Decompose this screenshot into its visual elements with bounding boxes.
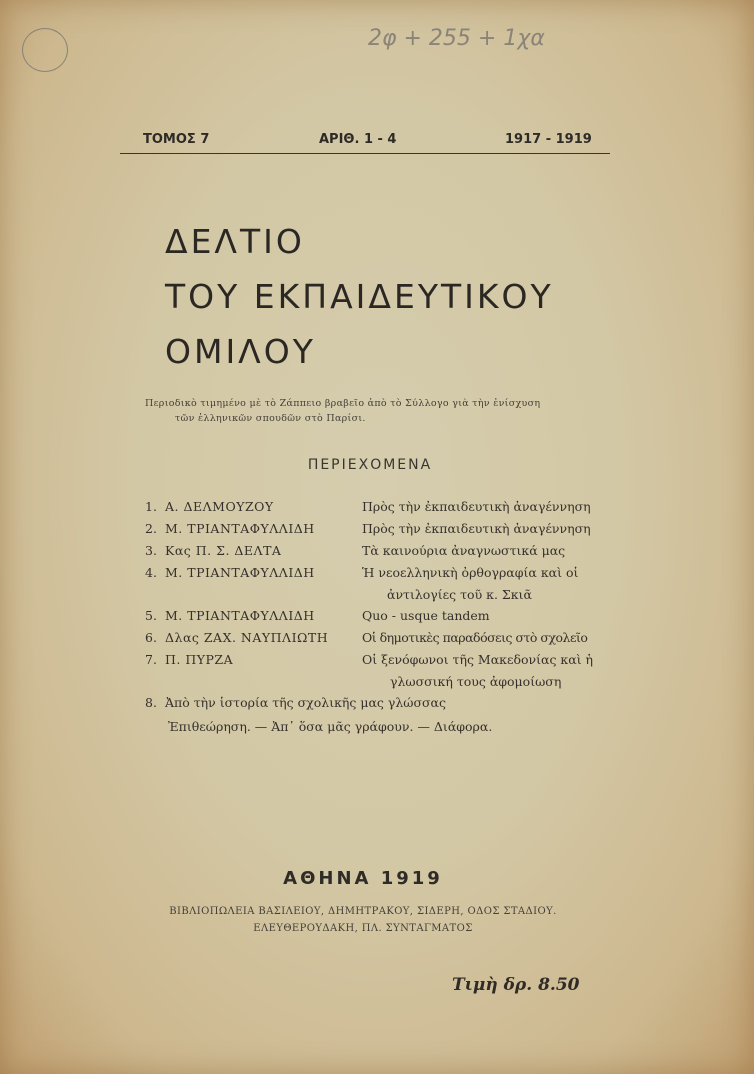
title-line-3: ΟΜΙΛΟΥ: [165, 332, 316, 371]
toc-title: Τὰ καινούρια ἀναγνωστικά μας: [362, 543, 566, 558]
contents-heading: ΠΕΡΙΕΧΟΜΕΝΑ: [307, 457, 433, 473]
publishers-line-1: ΒΙΒΛΙΟΠΩΛΕΙΑ ΒΑΣΙΛΕΙΟΥ, ΔΗΜΗΤΡΑΚΟΥ, ΣΙΔΕΡΗ, ΟΔΟΣ ΣΤΑΔΙΟΥ.: [169, 906, 557, 917]
volume-label: ΤΟΜΟΣ 7: [143, 132, 210, 147]
toc-title: Quo - usque tandem: [362, 608, 490, 623]
toc-author: Μ. ΤΡΙΑΝΤΑΦΥΛΛΙΔΗ: [165, 608, 315, 623]
toc-number: 4.: [145, 565, 157, 580]
toc-number: 8.: [145, 695, 157, 710]
toc-title: Πρὸς τὴν ἐκπαιδευτικὴ ἀναγέννηση: [362, 499, 591, 514]
toc-author: Μ. ΤΡΙΑΝΤΑΦΥΛΛΙΔΗ: [165, 565, 315, 580]
title-line-2: ΤΟΥ ΕΚΠΑΙΔΕΥΤΙΚΟΥ: [165, 277, 554, 316]
subtitle-line-1: Περιοδικὸ τιμημένο μὲ τὸ Ζάππειο βραβεῖο ἀπὸ τὸ Σύλλογο γιὰ τὴν ἐνίσχυση: [145, 398, 541, 409]
toc-title: Οἱ δημοτικὲς παραδόσεις στὸ σχολεῖο: [362, 630, 588, 645]
years-label: 1917 - 1919: [505, 132, 592, 147]
toc-number: 3.: [145, 543, 157, 558]
toc-title-continued: ἀντιλογίες τοῦ κ. Σκιᾶ: [387, 587, 532, 602]
toc-title-continued: γλωσσική τους ἀφομοίωση: [390, 674, 562, 689]
toc-number: 5.: [145, 608, 157, 623]
toc-number: 2.: [145, 521, 157, 536]
toc-number: 1.: [145, 499, 157, 514]
header-rule: [120, 153, 610, 154]
toc-title: Ἡ νεοελληνικὴ ὀρθογραφία καὶ οἱ: [362, 565, 579, 580]
toc-title: Οἱ ξενόφωνοι τῆς Μακεδονίας καὶ ἡ: [362, 652, 594, 667]
toc-title: Ἀπὸ τὴν ἱστορία τῆς σχολικῆς μας γλώσσας: [165, 695, 446, 710]
toc-author: Δλας ΖΑΧ. ΝΑΥΠΛΙΩΤΗ: [165, 630, 329, 645]
misc-sections-line: Ἐπιθεώρηση. — Ἀπ᾿ ὅσα μᾶς γράφουν. — Διάφορα.: [168, 719, 493, 734]
subtitle-line-2: τῶν ἑλληνικῶν σπουδῶν στὸ Παρίσι.: [175, 413, 366, 424]
place-year: ΑΘΗΝΑ 1919: [283, 868, 443, 889]
title-line-1: ΔΕΛΤΙΟ: [165, 222, 305, 261]
toc-title: Πρὸς τὴν ἐκπαιδευτικὴ ἀναγέννηση: [362, 521, 591, 536]
toc-author: Κας Π. Σ. ΔΕΛΤΑ: [165, 543, 282, 558]
price: Τιμὴ δρ. 8.50: [452, 975, 580, 995]
circled-pencil-mark: [22, 28, 68, 72]
toc-number: 6.: [145, 630, 157, 645]
pencil-note: 2φ + 255 + 1χα: [368, 26, 545, 51]
issue-label: ΑΡΙΘ. 1 - 4: [319, 132, 397, 147]
toc-number: 7.: [145, 652, 157, 667]
toc-author: Α. ΔΕΛΜΟΥΖΟΥ: [165, 499, 274, 514]
toc-author: Μ. ΤΡΙΑΝΤΑΦΥΛΛΙΔΗ: [165, 521, 315, 536]
publishers-line-2: ΕΛΕΥΘΕΡΟΥΔΑΚΗ, ΠΛ. ΣΥΝΤΑΓΜΑΤΟΣ: [253, 923, 473, 934]
toc-author: Π. ΠΥΡΖΑ: [165, 652, 234, 667]
